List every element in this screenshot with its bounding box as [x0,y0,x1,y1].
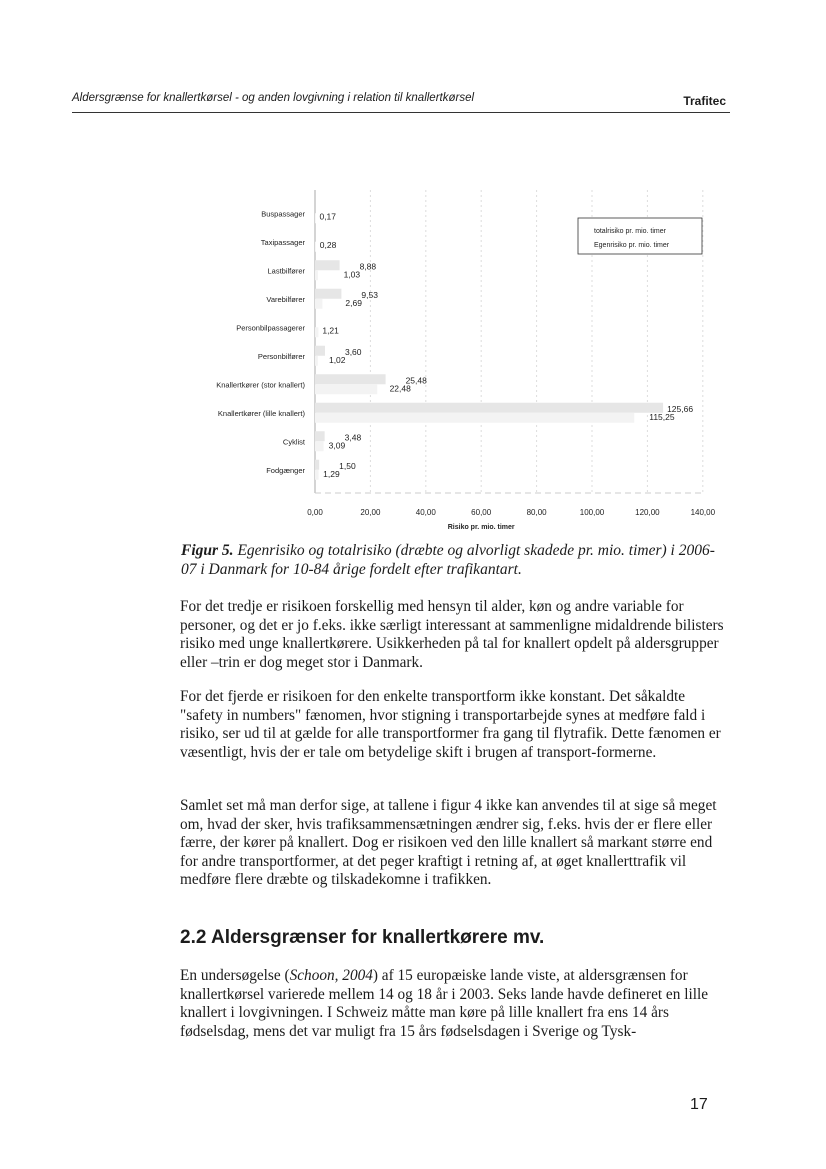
value-label-totalrisiko: 25,48 [405,375,427,386]
value-label-egenrisiko: 2,69 [345,297,362,308]
bar-totalrisiko [315,289,341,299]
bar-totalrisiko [315,346,325,356]
section-heading: 2.2 Aldersgrænser for knallertkørere mv. [180,927,545,948]
value-label-egenrisiko: 115,25 [649,411,675,422]
bar-egenrisiko [315,356,318,366]
paragraph-4 [180,967,728,1041]
value-label-totalrisiko: 3,48 [344,432,362,443]
value-label-egenrisiko: 0,17 [319,211,337,222]
x-tick-label: 60,00 [471,508,492,517]
value-label-totalrisiko: 9,53 [361,289,378,300]
value-label-egenrisiko: 3,09 [328,440,346,451]
bar-egenrisiko [315,470,319,480]
bar-egenrisiko [315,270,318,280]
x-tick-label: 80,00 [526,508,547,517]
category-label: Lastbilfører [267,266,305,276]
paragraph-3: Samlet set må man derfor sige, at tallene i figur 4 ikke kan anvendes til at sige så meget om, hvad der sker, hvis trafiksammensætningen ændrer sig, f.eks. hvis der er flere eller færre, der kører på knallert. Dog er risikoen ved den lille knallert så markant større end for andre transportformer, at det peger kraftigt i retning af, at øget knallerttrafik vil medføre flere dræbte og tilskadekomne i trafikken. [180,797,717,889]
legend-entry: Egenrisiko pr. mio. timer [594,242,670,249]
paragraph-2: For det fjerde er risikoen for den enkelte transportform ikke konstant. Det såkaldte "safety in numbers" fænomen, hvor stigning i transportarbejde synes at medføre fald i risiko, ser ud til at gælde for alle transportformer fra gang til flytrafik. Dette fænomen er væsentligt, hvis der er tale om betydelige skift i brugen af transport-formerne. [180,688,721,761]
value-label-egenrisiko: 0,28 [319,239,337,250]
bar-egenrisiko [315,441,324,451]
value-label-egenrisiko: 22,48 [389,383,411,394]
x-tick-label: 20,00 [360,508,381,517]
paragraph-1: For det tredje er risikoen forskellig med hensyn til alder, køn og andre variable for personer, og det er jo f.eks. ikke særligt interessant at sammenligne midaldrende bilisters risiko med unge knallertkørere. Usikkerheden på tal for knallert opdelt på aldersgrupper eller –trin er dog meget stor i Danmark. [180,598,724,671]
value-label-totalrisiko: 3,60 [344,346,362,357]
bar-egenrisiko [315,327,318,337]
page-number: 17 [690,1096,708,1113]
category-label: Fodgænger [266,465,305,475]
category-label: Taxipassager [260,237,305,247]
value-label-totalrisiko: 1,50 [339,460,356,471]
x-tick-label: 40,00 [415,508,436,517]
bar-totalrisiko [315,460,319,470]
category-label: Knallertkører (stor knallert) [216,380,305,390]
legend-entry: totalrisiko pr. mio. timer [594,228,666,235]
bar-totalrisiko [315,431,325,441]
category-label: Knallertkører (lille knallert) [217,408,305,418]
value-label-egenrisiko: 1,03 [343,269,361,280]
x-tick-label: 0,00 [307,508,323,517]
figure-caption [181,541,721,579]
value-label-egenrisiko: 1,02 [328,354,346,365]
x-tick-label: 140,00 [690,508,716,517]
bar-egenrisiko [315,413,634,423]
caption-text: Egenrisiko og totalrisiko (dræbte og alvorligt skadede pr. mio. timer) i 2006-07 i Danmark for 10-84 årige fordelt efter trafikantart. [181,542,715,578]
paragraph-4-before: En undersøgelse ( [180,967,290,984]
value-label-totalrisiko: 125,66 [667,403,694,414]
category-label: Varebilfører [266,294,305,304]
bar-totalrisiko [315,374,386,384]
category-label: Cyklist [282,437,305,447]
value-label-egenrisiko: 1,29 [323,468,340,479]
page-header [72,88,730,113]
header-brand: Trafitec [683,94,726,108]
paragraph-4-after: ) af 15 europæiske lande viste, at aldersgrænsen for knallertkørsel varierede mellem 14 og 18 år i 2003. Seks lande havde defineret en lille knallert i lovgivningen. I Schweiz måtte man køre på lille knallert fra ens 14 års fødselsdag, mens det var muligt fra 15 års fødselsdagen i Sverige og Tysk- [180,967,708,1040]
category-label: Buspassager [261,209,305,219]
bar-egenrisiko [315,299,322,309]
bar-totalrisiko [315,260,340,270]
bar-egenrisiko [315,242,316,252]
caption-label: Figur 5. [181,542,234,559]
category-label: Personbilfører [257,351,305,361]
x-axis-title: Risiko pr. mio. timer [447,524,515,531]
x-tick-label: 100,00 [579,508,605,517]
bar-totalrisiko [315,403,663,413]
category-label: Personbilpassagerer [236,323,305,333]
value-label-totalrisiko: 8,88 [359,261,377,272]
citation: Schoon, 2004 [289,967,373,984]
bar-egenrisiko [315,384,377,394]
x-tick-label: 120,00 [635,508,660,517]
risk-bar-chart [160,185,720,533]
header-title: Aldersgrænse for knallertkørsel - og anden lovgivning i relation til knallertkørsel [72,92,475,104]
value-label-egenrisiko: 1,21 [322,325,339,336]
